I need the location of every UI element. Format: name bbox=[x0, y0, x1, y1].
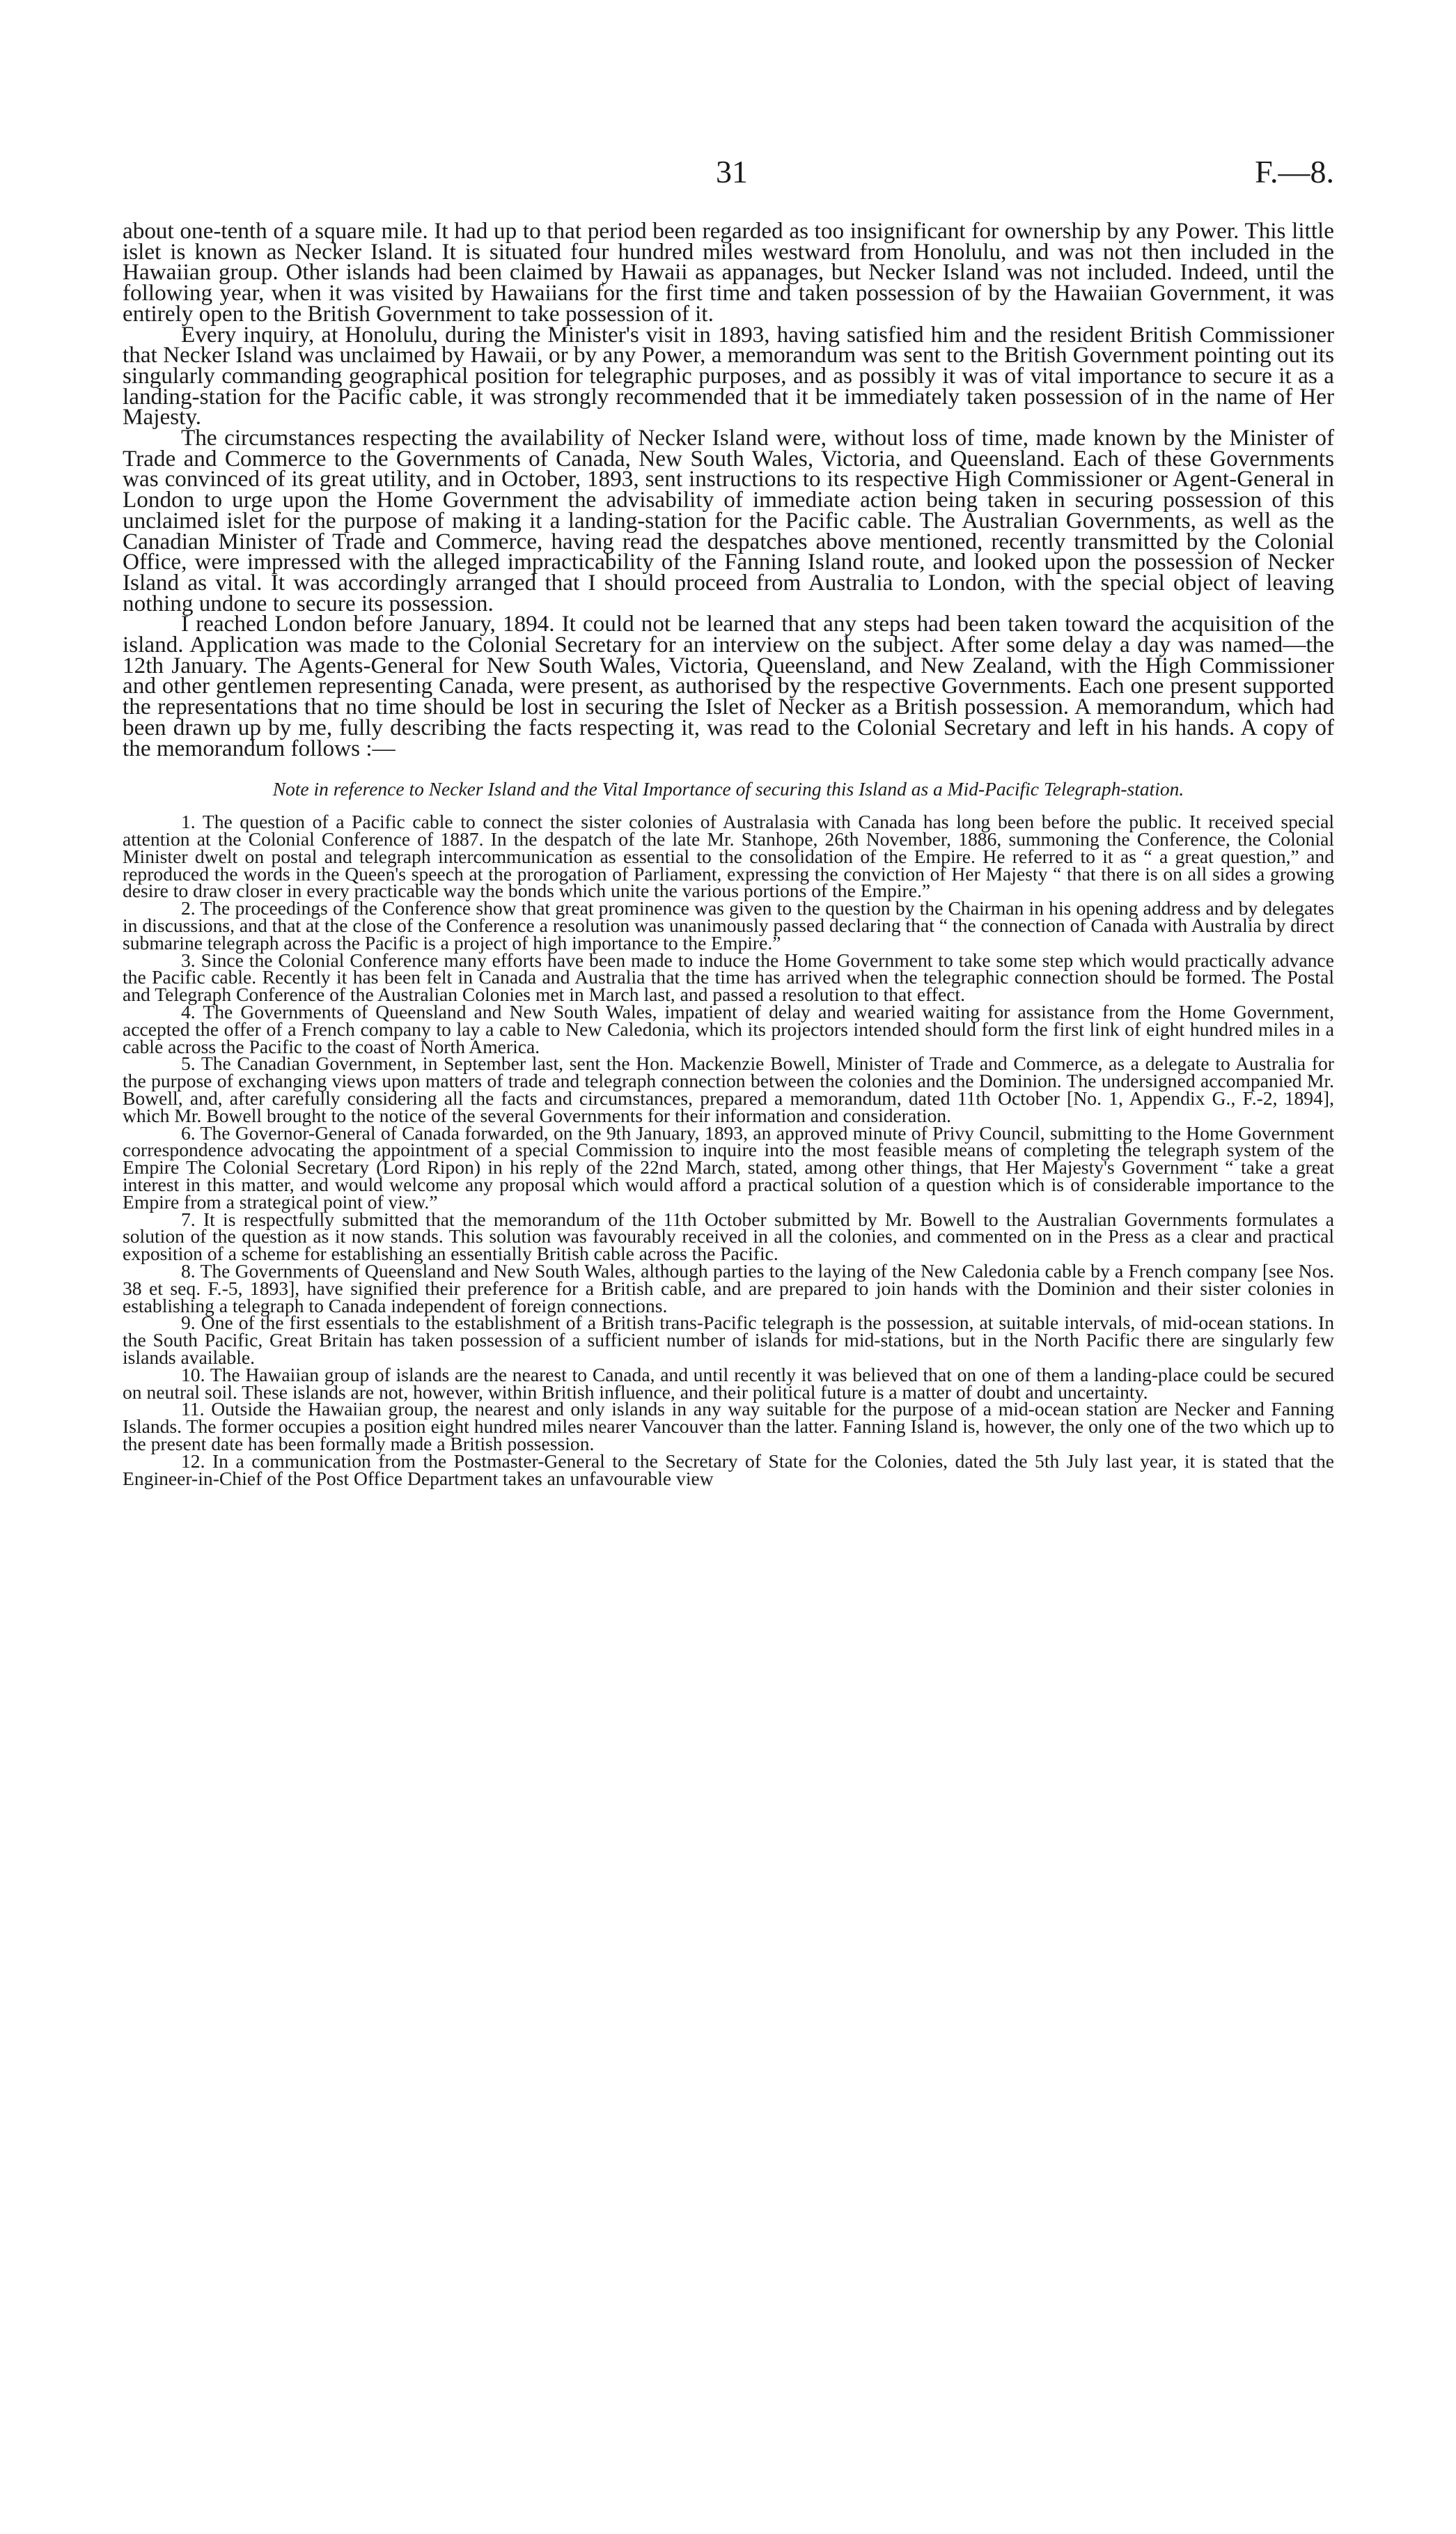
memorandum-paragraph: 2. The proceedings of the Conference show that great prominence was given to the question by the Chairman in his opening address and by delegates in discussions, and that at the close of the Conference a resolution was unanimously passed declaring that “ the connection of Canada with Australia by direct submarine telegraph across the Pacific is a project of high importance to the Empire.” bbox=[123, 897, 1334, 954]
memorandum-paragraph: 12. In a communication from the Postmaster-General to the Secretary of State for the Colonies, dated the 5th July last year, it is stated that the Engineer-in-Chief of the Post Office Department takes an unfavourable view bbox=[123, 1449, 1334, 1489]
document-page bbox=[123, 153, 1334, 1487]
memorandum-paragraph: 8. The Governments of Queensland and New South Wales, although parties to the laying of the New Caledonia cable by a French company [see Nos. 38 et seq. F.-5, 1893], have signified their preference for a British cable, and are prepared to join hands with the Dominion and their sister colonies in establishing a telegraph to Canada independent of foreign connections. bbox=[123, 1260, 1334, 1316]
page-number: 31 bbox=[716, 154, 748, 189]
memorandum-paragraph: 6. The Governor-General of Canada forwarded, on the 9th January, 1893, an approved minute of Privy Council, submitting to the Home Government correspondence advocating the appointment of a special Commission to inquire into the most feasible means of completing the telegraph system of the Empire The Colonial Secretary (Lord Ripon) in his reply of the 22nd March, stated, among other things, that Her Majesty's Government “ take a great interest in this matter, and would welcome any proposal which would afford a practical solution of a question which is of considerable importance to the Empire from a strategical point of view.” bbox=[123, 1121, 1334, 1213]
memorandum-paragraph: 9. One of the first essentials to the establishment of a British trans-Pacific telegraph is the possession, at suitable intervals, of mid-ocean stations. In the South Pacific, Great Britain has taken possession of a sufficient number of islands for mid-stations, but in the North Pacific there are singularly few islands available. bbox=[123, 1312, 1334, 1368]
page-header bbox=[123, 153, 1334, 202]
memorandum-paragraph: 4. The Governments of Queensland and New South Wales, impatient of delay and wearied waiting for assistance from the Home Government, accepted the offer of a French company to lay a cable to New Caledonia, which its projectors intended should form the first link of eight hundred miles in a cable across the Pacific to the coast of North America. bbox=[123, 1001, 1334, 1057]
memorandum-paragraph: 11. Outside the Hawaiian group, the nearest and only islands in any way suitable for the purpose of a mid-ocean station are Necker and Fanning Islands. The former occupies a position eight hundred miles nearer Vancouver than the latter. Fanning Island is, however, the only one of the two which up to the present date has been formally made a British possession. bbox=[123, 1398, 1334, 1454]
memorandum-paragraph: 3. Since the Colonial Conference many efforts have been made to induce the Home Government to take some step which would practically advance the Pacific cable. Recently it has been felt in Canada and Australia that the time has arrived when the telegraphic connection should be formed. The Postal and Telegraph Conference of the Australian Colonies met in March last, and passed a resolution to that effect. bbox=[123, 949, 1334, 1006]
body-paragraph: Every inquiry, at Honolulu, during the Minister's visit in 1893, having satisfied him and the resident British Commissioner that Necker Island was unclaimed by Hawaii, or by any Power, a memorandum was sent to the British Government pointing out its singularly commanding geographical position for telegraphic purposes, and as possibly it was of vital importance to secure it as a landing-station for the Pacific cable, it was strongly recommended that it be immediately taken possession of in the name of Her Majesty. bbox=[123, 321, 1334, 430]
memorandum-paragraph: 1. The question of a Pacific cable to connect the sister colonies of Australasia with Canada has long been before the public. It received special attention at the Colonial Conference of 1887. In the despatch of the late Mr. Stanhope, 26th November, 1886, summoning the Conference, the Colonial Minister dwelt on postal and telegraph intercommunication as essential to the consolidation of the Empire. He referred to it as “ a great question,” and reproduced the words in the Queen's speech at the prorogation of Parliament, expressing the conviction of Her Majesty “ that there is on all sides a growing desire to draw closer in every practicable way the bonds which unite the various portions of the Empire.” bbox=[123, 811, 1334, 902]
body-paragraph: I reached London before January, 1894. It could not be learned that any steps had been taken toward the acquisition of the island. Application was made to the Colonial Secretary for an interview on the subject. After some delay a day was named—the 12th January. The Agents-General for New South Wales, Victoria, Queensland, and New Zealand, with the High Commissioner and other gentlemen representing Canada, were present, as authorised by the respective Governments. Each one present supported the representations that no time should be lost in securing the Islet of Necker as a British possession. A memorandum, which had been drawn up by me, fully describing the facts respecting it, was read to the Colonial Secretary and left in his hands. A copy of the memorandum follows :— bbox=[123, 611, 1334, 761]
body-paragraph: The circumstances respecting the availability of Necker Island were, without loss of time, made known by the Minister of Trade and Commerce to the Governments of Canada, New South Wales, Victoria, and Queensland. Each of these Governments was convinced of its great utility, and in October, 1893, sent instructions to its respective High Commissioner or Agent-General in London to urge upon the Home Government the advisability of immediate action being taken in securing possession of this unclaimed islet for the purpose of making it a landing-station for the Pacific cable. The Australian Governments, as well as the Canadian Minister of Trade and Commerce, having read the despatches above mentioned, recently transmitted by the Colonial Office, were impressed with the alleged impracticability of the Fanning Island route, and looked upon the possession of Necker Island as vital. It was accordingly arranged that I should proceed from Australia to London, with the special object of leaving nothing undone to secure its possession. bbox=[123, 425, 1334, 616]
body-paragraph: about one-tenth of a square mile. It had up to that period been regarded as too insignificant for ownership by any Power. This little islet is known as Necker Island. It is situated four hundred miles westward from Honolulu, and was not then included in the Hawaiian group. Other islands had been claimed by Hawaii as appanages, but Necker Island was not included. Indeed, until the following year, when it was visited by Hawaiians for the first time and taken possession of by the Hawaiian Government, it was entirely open to the British Government to take possession of it. bbox=[123, 218, 1334, 327]
memorandum-title: Note in reference to Necker Island and the Vital Importance of securing this Island as a Mid-Pacific Telegraph-station. bbox=[272, 778, 1184, 800]
body-text bbox=[123, 218, 1334, 761]
memorandum-paragraph: 5. The Canadian Government, in September last, sent the Hon. Mackenzie Bowell, Minister of Trade and Commerce, as a delegate to Australia for the purpose of exchanging views upon matters of trade and telegraph connection between the colonies and the Dominion. The undersigned accompanied Mr. Bowell, and, after carefully considering all the facts and circumstances, prepared a memorandum, dated 11th October [No. 1, Appendix G., F.-2, 1894], which Mr. Bowell brought to the notice of the several Governments for their information and consideration. bbox=[123, 1052, 1334, 1126]
document-reference: F.—8. bbox=[1255, 154, 1334, 189]
memorandum-paragraph: 7. It is respectfully submitted that the memorandum of the 11th October submitted by Mr. Bowell to the Australian Governments formulates a solution of the question as it now stands. This solution was favourably received in all the colonies, and commented on in the Press as a clear and practical exposition of a scheme for establishing an essentially British cable across the Pacific. bbox=[123, 1208, 1334, 1265]
memorandum-paragraph: 10. The Hawaiian group of islands are the nearest to Canada, and until recently it was believed that on one of them a landing-place could be secured on neutral soil. These islands are not, however, within British influence, and their political future is a matter of doubt and uncertainty. bbox=[123, 1363, 1334, 1403]
memorandum-text bbox=[123, 811, 1334, 1489]
